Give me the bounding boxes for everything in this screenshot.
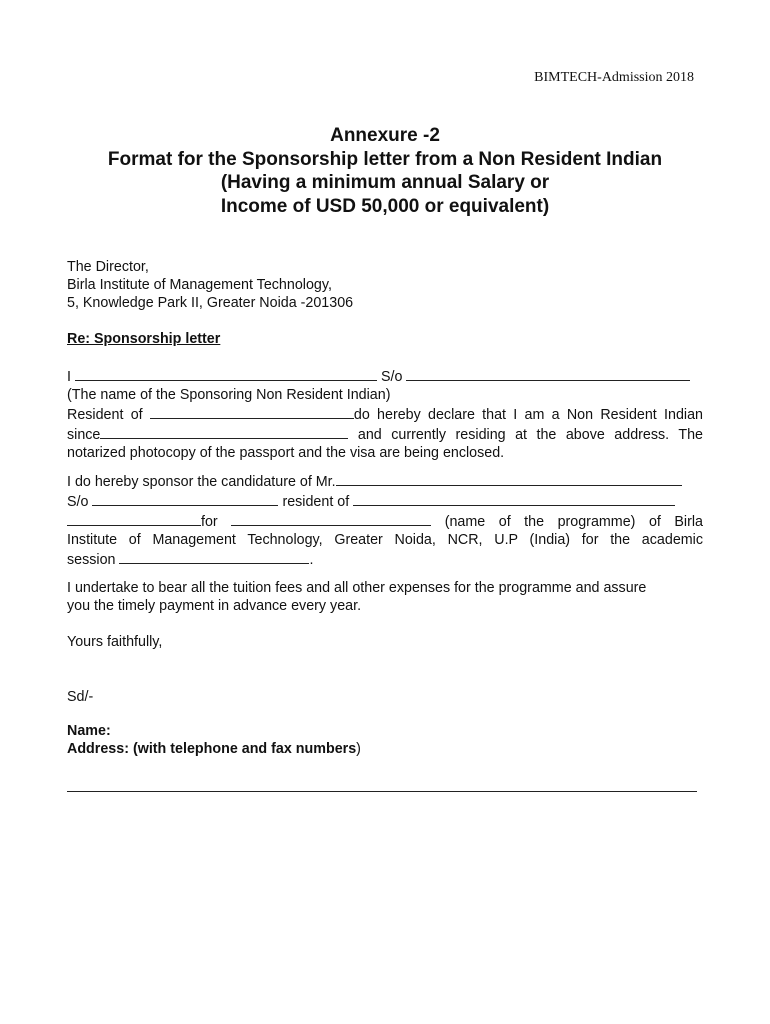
undertaking-paragraph: [67, 579, 703, 615]
closing-salutation: Yours faithfully,: [67, 634, 163, 650]
undertaking-line-2: you the timely payment in advance every year.: [67, 598, 362, 614]
session-blank[interactable]: [119, 549, 309, 564]
subject-line: Re: Sponsorship letter: [67, 331, 221, 347]
declare-text: do hereby declare that I am a Non Resident Indian: [353, 407, 703, 423]
sponsor-father-blank[interactable]: [406, 366, 690, 381]
i-label: I: [67, 369, 71, 385]
candidate-father-blank[interactable]: [92, 491, 278, 506]
recipient-address: [67, 258, 703, 312]
title-line-2: Format for the Sponsorship letter from a Non Resident Indian: [107, 148, 663, 170]
so-label: S/o: [380, 369, 403, 385]
candidate-blank-a[interactable]: [67, 511, 201, 526]
title-line-3: (Having a minimum annual Salary or: [220, 172, 550, 193]
residence-blank[interactable]: [150, 404, 354, 419]
currently-text: and currently residing at the above address. The: [357, 427, 703, 443]
document-title: [0, 124, 770, 218]
name-label: Name:: [67, 723, 111, 739]
candidate-residence-blank[interactable]: [353, 491, 675, 506]
sponsor-declaration-paragraph: [67, 366, 703, 462]
programme-blank[interactable]: [231, 511, 431, 526]
title-line-1: Annexure -2: [330, 125, 440, 146]
title-line-4: Income of USD 50,000 or equivalent): [220, 195, 550, 217]
address-line-1: The Director,: [67, 259, 149, 275]
enclosed-text: notarized photocopy of the passport and the visa are being enclosed.: [67, 445, 505, 461]
undertaking-line-1: I undertake to bear all the tuition fees and all other expenses for the programme and assure: [67, 580, 647, 596]
programme-note: (name of the programme) of Birla: [444, 514, 703, 530]
signature-mark: Sd/-: [67, 689, 94, 705]
name-note: (The name of the Sponsoring Non Resident Indian): [67, 387, 391, 403]
for-label: for: [201, 514, 218, 530]
horizontal-rule: [67, 791, 697, 792]
sponsor-name-blank[interactable]: [75, 366, 377, 381]
so-label-2: S/o: [67, 494, 89, 510]
address-label: Address: (with telephone and fax numbers: [67, 741, 357, 757]
address-line-2: Birla Institute of Management Technology,: [67, 277, 332, 293]
candidature-paragraph: [67, 471, 703, 569]
institute-line: Institute of Management Technology, Greater Noida, NCR, U.P (India) for the academic: [67, 532, 703, 548]
resident-of-label-2: resident of: [282, 494, 350, 510]
signature-block: [67, 722, 703, 758]
header-text: BIMTECH-Admission 2018: [534, 70, 694, 85]
candidate-name-blank[interactable]: [336, 471, 682, 486]
address-line-3: 5, Knowledge Park II, Greater Noida -201306: [67, 295, 354, 311]
session-period: .: [309, 552, 314, 568]
since-blank[interactable]: [100, 424, 348, 439]
since-label: since: [67, 427, 101, 443]
address-label-close: ): [356, 741, 361, 757]
sponsor-text: I do hereby sponsor the candidature of Mr.: [67, 474, 336, 490]
resident-of-label: Resident of: [67, 407, 143, 423]
session-label: session: [67, 552, 116, 568]
